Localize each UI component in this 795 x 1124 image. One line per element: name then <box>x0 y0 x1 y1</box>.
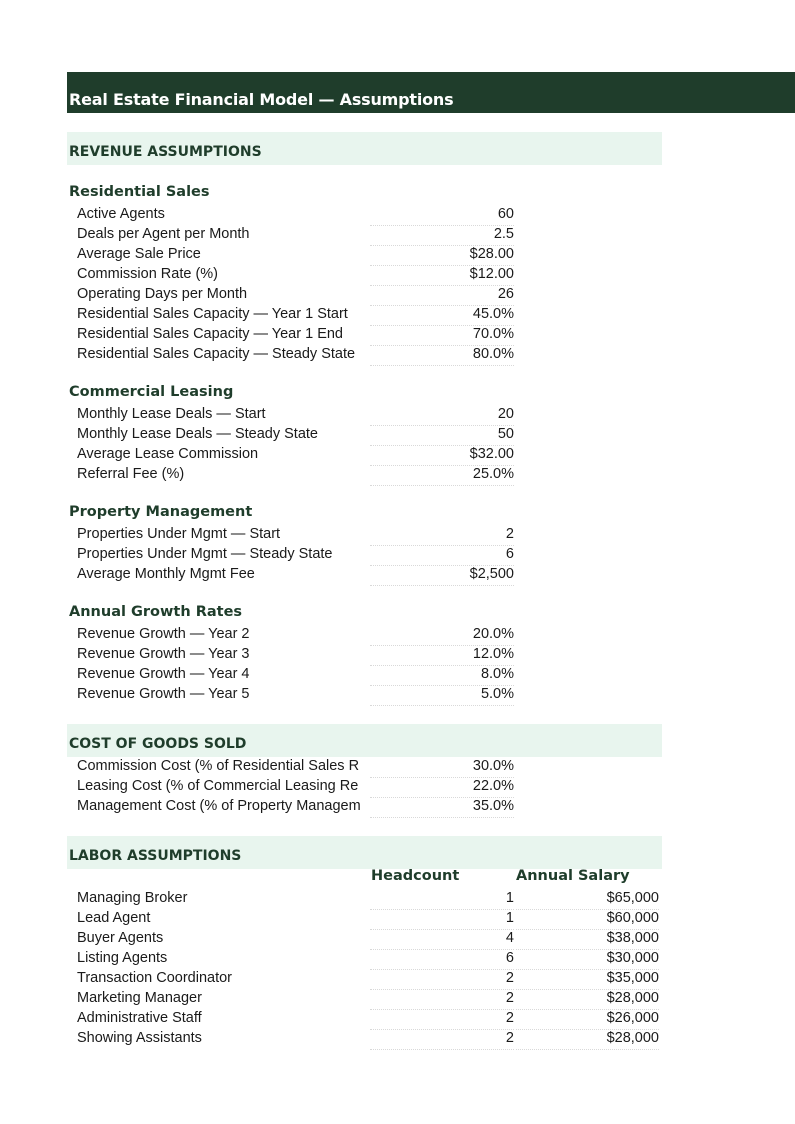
headcount-value[interactable]: 2 <box>370 990 514 1010</box>
row-label: Referral Fee (%) <box>77 466 185 482</box>
row-value[interactable]: 20.0% <box>370 626 514 646</box>
row-value[interactable]: 60 <box>370 206 514 226</box>
labor-section-header <box>67 836 662 869</box>
row-label: Management Cost (% of Property Managem <box>77 798 361 814</box>
salary-value[interactable]: $30,000 <box>516 950 659 970</box>
row-value[interactable]: 12.0% <box>370 646 514 666</box>
table-row <box>0 756 795 776</box>
row-label: Deals per Agent per Month <box>77 226 250 242</box>
salary-value[interactable]: $65,000 <box>516 890 659 910</box>
row-label: Lead Agent <box>77 910 151 926</box>
table-row <box>0 664 795 684</box>
table-row <box>0 344 795 364</box>
table-row <box>0 988 795 1008</box>
table-row <box>0 948 795 968</box>
row-value[interactable]: 50 <box>370 426 514 446</box>
table-row <box>0 544 795 564</box>
row-label: Revenue Growth — Year 2 <box>77 626 250 642</box>
table-row <box>0 796 795 816</box>
labor-section-title: LABOR ASSUMPTIONS <box>69 848 242 864</box>
row-label: Active Agents <box>77 206 165 222</box>
table-row <box>0 564 795 584</box>
row-label: Revenue Growth — Year 3 <box>77 646 250 662</box>
row-value[interactable]: 2 <box>370 526 514 546</box>
title-bar <box>67 72 795 113</box>
row-label: Average Lease Commission <box>77 446 259 462</box>
residential-sales-heading: Residential Sales <box>69 184 210 200</box>
salary-value[interactable]: $38,000 <box>516 930 659 950</box>
property-management-heading: Property Management <box>69 504 253 520</box>
row-value[interactable]: $2,500 <box>370 566 514 586</box>
salary-value[interactable]: $35,000 <box>516 970 659 990</box>
table-row <box>0 224 795 244</box>
row-value[interactable]: 26 <box>370 286 514 306</box>
table-row <box>0 244 795 264</box>
table-row <box>0 928 795 948</box>
table-row <box>0 204 795 224</box>
headcount-value[interactable]: 1 <box>370 890 514 910</box>
table-row <box>0 464 795 484</box>
row-label: Leasing Cost (% of Commercial Leasing Re <box>77 778 359 794</box>
row-label: Commission Rate (%) <box>77 266 218 282</box>
table-row <box>0 264 795 284</box>
row-label: Monthly Lease Deals — Start <box>77 406 266 422</box>
row-label: Revenue Growth — Year 4 <box>77 666 250 682</box>
headcount-value[interactable]: 2 <box>370 1010 514 1030</box>
row-value[interactable]: $12.00 <box>370 266 514 286</box>
page-title: Real Estate Financial Model — Assumptions <box>69 90 454 109</box>
headcount-value[interactable]: 1 <box>370 910 514 930</box>
row-label: Administrative Staff <box>77 1010 202 1026</box>
table-row <box>0 684 795 704</box>
table-row <box>0 644 795 664</box>
headcount-value[interactable]: 4 <box>370 930 514 950</box>
row-value[interactable]: 80.0% <box>370 346 514 366</box>
row-label: Buyer Agents <box>77 930 164 946</box>
headcount-value[interactable]: 6 <box>370 950 514 970</box>
salary-column-header: Annual Salary <box>516 868 630 884</box>
row-label: Average Monthly Mgmt Fee <box>77 566 255 582</box>
revenue-section-header <box>67 132 662 165</box>
salary-value[interactable]: $28,000 <box>516 990 659 1010</box>
row-label: Properties Under Mgmt — Steady State <box>77 546 333 562</box>
headcount-column-header: Headcount <box>371 868 460 884</box>
row-value[interactable]: 22.0% <box>370 778 514 798</box>
row-label: Commission Cost (% of Residential Sales R <box>77 758 360 774</box>
row-label: Operating Days per Month <box>77 286 248 302</box>
headcount-value[interactable]: 2 <box>370 970 514 990</box>
salary-value[interactable]: $26,000 <box>516 1010 659 1030</box>
commercial-leasing-heading: Commercial Leasing <box>69 384 234 400</box>
row-label: Revenue Growth — Year 5 <box>77 686 250 702</box>
salary-value[interactable]: $60,000 <box>516 910 659 930</box>
table-row <box>0 404 795 424</box>
row-value[interactable]: 70.0% <box>370 326 514 346</box>
table-row <box>0 776 795 796</box>
table-row <box>0 424 795 444</box>
table-row <box>0 524 795 544</box>
salary-value[interactable]: $28,000 <box>516 1030 659 1050</box>
row-label: Monthly Lease Deals — Steady State <box>77 426 318 442</box>
revenue-section-title: REVENUE ASSUMPTIONS <box>69 144 262 160</box>
table-row <box>0 1028 795 1048</box>
table-row <box>0 324 795 344</box>
row-value[interactable]: $32.00 <box>370 446 514 466</box>
row-label: Residential Sales Capacity — Year 1 Start <box>77 306 348 322</box>
row-label: Listing Agents <box>77 950 168 966</box>
cogs-section-title: COST OF GOODS SOLD <box>69 736 247 752</box>
table-row <box>0 304 795 324</box>
row-value[interactable]: 30.0% <box>370 758 514 778</box>
row-value[interactable]: 5.0% <box>370 686 514 706</box>
table-row <box>0 624 795 644</box>
row-value[interactable]: 45.0% <box>370 306 514 326</box>
row-label: Average Sale Price <box>77 246 201 262</box>
row-value[interactable]: 20 <box>370 406 514 426</box>
row-value[interactable]: 8.0% <box>370 666 514 686</box>
row-label: Properties Under Mgmt — Start <box>77 526 281 542</box>
headcount-value[interactable]: 2 <box>370 1030 514 1050</box>
row-value[interactable]: 2.5 <box>370 226 514 246</box>
table-row <box>0 284 795 304</box>
row-label: Residential Sales Capacity — Steady State <box>77 346 356 362</box>
row-label: Showing Assistants <box>77 1030 202 1046</box>
table-row <box>0 968 795 988</box>
table-row <box>0 1008 795 1028</box>
row-label: Marketing Manager <box>77 990 202 1006</box>
row-value[interactable]: $28.00 <box>370 246 514 266</box>
table-row <box>0 444 795 464</box>
row-value[interactable]: 25.0% <box>370 466 514 486</box>
row-value[interactable]: 6 <box>370 546 514 566</box>
row-label: Transaction Coordinator <box>77 970 233 986</box>
annual-growth-heading: Annual Growth Rates <box>69 604 243 620</box>
row-label: Residential Sales Capacity — Year 1 End <box>77 326 343 342</box>
table-row <box>0 908 795 928</box>
row-label: Managing Broker <box>77 890 188 906</box>
table-row <box>0 888 795 908</box>
cogs-section-header <box>67 724 662 757</box>
row-value[interactable]: 35.0% <box>370 798 514 818</box>
